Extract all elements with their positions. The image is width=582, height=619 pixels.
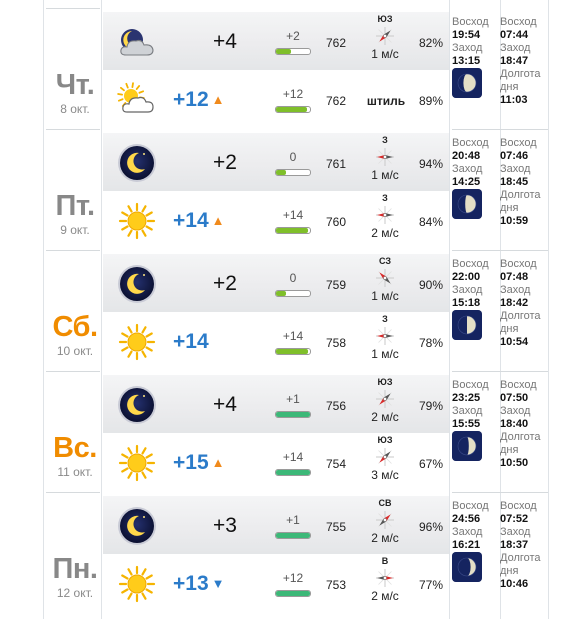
moon-column <box>500 258 548 349</box>
wind-block <box>360 314 410 361</box>
night-forecast-row <box>103 254 449 314</box>
moon-phase-icon <box>452 431 482 461</box>
pressure-value: 759 <box>325 278 347 292</box>
sunset-label: Заход <box>452 284 483 296</box>
wind-direction-icon <box>374 267 396 289</box>
wind-block <box>360 135 410 182</box>
humidity-value: 77% <box>418 578 443 592</box>
day-length-label: Долгота <box>500 189 541 201</box>
day-temperature <box>173 451 225 475</box>
moon-column <box>500 379 548 470</box>
trend-down-icon: ▼ <box>211 576 225 592</box>
feels-like-bar-fill <box>276 49 291 54</box>
night-forecast-row <box>103 12 449 72</box>
sun-icon <box>117 564 157 604</box>
humidity-value: 96% <box>418 520 443 534</box>
day-separator <box>46 492 100 493</box>
wind-block <box>360 14 410 61</box>
pressure-value: 754 <box>325 457 347 471</box>
temperature-value: +3 <box>213 514 237 537</box>
wind-direction: СЗ <box>378 256 392 266</box>
feels-like-bar-fill <box>276 412 310 417</box>
day-length-value: 10:46 <box>500 578 529 590</box>
day-length-label: Долгота <box>500 68 541 80</box>
wind-speed: 1 м/с <box>371 168 399 182</box>
moon-phase-icon <box>452 310 482 340</box>
sun-icon <box>117 322 157 362</box>
wind-direction: СВ <box>378 498 392 508</box>
pressure-value: 760 <box>325 215 347 229</box>
feels-like-value: +2 <box>286 29 300 43</box>
night-temperature <box>213 272 237 296</box>
day-name: Сб. <box>52 311 98 343</box>
wind-direction-icon <box>374 388 396 410</box>
feels-like-bar <box>275 227 311 234</box>
day-length-label: Долгота <box>500 552 541 564</box>
day-temperature <box>173 209 225 233</box>
wind-direction-icon <box>374 446 396 468</box>
pressure-value: 762 <box>325 94 347 108</box>
moon-phase-icon <box>452 189 482 219</box>
feels-like-value: 0 <box>289 271 297 285</box>
feels-like-block <box>275 572 311 597</box>
temperature-value: +15 <box>173 451 209 474</box>
day-length-label: Долгота <box>500 310 541 322</box>
moonrise-label: Восход <box>500 500 537 512</box>
trend-up-icon: ▲ <box>211 92 225 108</box>
feels-like-block <box>275 393 311 418</box>
day-forecast-row <box>103 312 449 372</box>
wind-direction-icon <box>374 509 396 531</box>
moonrise-label: Восход <box>500 258 537 270</box>
wind-speed: 2 м/с <box>371 226 399 240</box>
feels-like-bar-fill <box>276 470 310 475</box>
sunrise-label: Восход <box>452 500 489 512</box>
wind-block <box>360 435 410 482</box>
moonrise-label: Восход <box>500 16 537 28</box>
day-length-value: 10:50 <box>500 457 529 469</box>
wind-direction: ЮЗ <box>377 14 393 24</box>
night-temperature <box>213 393 237 417</box>
day-weather-icon-cell <box>117 322 157 362</box>
night-temperature <box>213 514 237 538</box>
feels-like-bar <box>275 169 311 176</box>
feels-like-block <box>275 88 311 113</box>
feels-like-bar-fill <box>276 591 310 596</box>
day-name: Вс. <box>53 432 97 464</box>
day-label <box>40 190 110 237</box>
moonset-label: Заход <box>500 405 531 417</box>
moonrise-time: 07:50 <box>500 392 529 404</box>
temperature-value: +12 <box>173 88 209 111</box>
day-weather-icon-cell <box>117 443 157 483</box>
astro-separator <box>452 371 548 372</box>
feels-like-value: +14 <box>282 208 304 222</box>
moonrise-time: 07:48 <box>500 271 529 283</box>
day-label <box>40 311 110 358</box>
feels-like-block <box>275 514 311 539</box>
wind-speed: 1 м/с <box>371 289 399 303</box>
pressure-value: 755 <box>325 520 347 534</box>
wind-direction: З <box>382 193 388 203</box>
trend-up-icon: ▲ <box>211 455 225 471</box>
day-length-label-2: дня <box>500 323 519 335</box>
wind-direction-icon <box>374 204 396 226</box>
partly-cloudy-icon <box>117 80 157 120</box>
column-divider <box>449 0 450 619</box>
night-weather-icon-cell <box>117 22 157 62</box>
night-forecast-row <box>103 496 449 556</box>
feels-like-value: +12 <box>282 571 304 585</box>
wind-speed: 2 м/с <box>371 531 399 545</box>
feels-like-bar <box>275 532 311 539</box>
day-weather-icon-cell <box>117 201 157 241</box>
sunrise-time: 19:54 <box>452 29 481 41</box>
sunset-label: Заход <box>452 42 483 54</box>
feels-like-value: +14 <box>282 329 304 343</box>
moonrise-time: 07:52 <box>500 513 529 525</box>
moonrise-label: Восход <box>500 137 537 149</box>
sunrise-time: 24:56 <box>452 513 481 525</box>
astro-separator <box>452 129 548 130</box>
night-temperature <box>213 151 237 175</box>
day-label <box>40 432 110 479</box>
sunrise-label: Восход <box>452 16 489 28</box>
moon-icon <box>117 385 157 425</box>
sunset-time: 16:21 <box>452 539 481 551</box>
moonset-time: 18:37 <box>500 539 529 551</box>
feels-like-bar <box>275 106 311 113</box>
moonset-label: Заход <box>500 42 531 54</box>
wind-speed: 2 м/с <box>371 589 399 603</box>
moonset-time: 18:40 <box>500 418 529 430</box>
feels-like-block <box>275 209 311 234</box>
humidity-value: 84% <box>418 215 443 229</box>
moon-icon <box>117 264 157 304</box>
day-date: 11 окт. <box>57 465 93 479</box>
feels-like-bar <box>275 348 311 355</box>
sunrise-time: 23:25 <box>452 392 481 404</box>
day-label <box>40 69 110 116</box>
humidity-value: 79% <box>418 399 443 413</box>
astro-separator <box>452 492 548 493</box>
feels-like-bar <box>275 469 311 476</box>
moon-icon <box>117 143 157 183</box>
wind-direction: З <box>382 135 388 145</box>
feels-like-bar-fill <box>276 533 310 538</box>
humidity-value: 82% <box>418 36 443 50</box>
moonrise-time: 07:44 <box>500 29 529 41</box>
feels-like-bar <box>275 590 311 597</box>
sunrise-time: 22:00 <box>452 271 481 283</box>
feels-like-value: +14 <box>282 450 304 464</box>
wind-block <box>360 256 410 303</box>
cloudy-night-icon <box>117 22 157 62</box>
wind-direction: ЮЗ <box>377 435 393 445</box>
night-weather-icon-cell <box>117 264 157 304</box>
temperature-value: +4 <box>213 30 237 53</box>
sunset-label: Заход <box>452 163 483 175</box>
feels-like-bar <box>275 411 311 418</box>
sunset-label: Заход <box>452 405 483 417</box>
day-length-value: 11:03 <box>500 94 528 106</box>
day-length-label-2: дня <box>500 444 519 456</box>
wind-direction-icon <box>374 146 396 168</box>
day-forecast-row <box>103 191 449 251</box>
feels-like-value: +1 <box>286 513 300 527</box>
day-weather-icon-cell <box>117 80 157 120</box>
humidity-value: 90% <box>418 278 443 292</box>
moon-phase-icon <box>452 552 482 582</box>
day-separator <box>46 371 100 372</box>
day-date: 8 окт. <box>60 102 90 116</box>
day-name: Пн. <box>52 553 98 585</box>
wind-speed: 1 м/с <box>371 347 399 361</box>
moonset-time: 18:45 <box>500 176 529 188</box>
humidity-value: 67% <box>418 457 443 471</box>
sunset-time: 15:55 <box>452 418 481 430</box>
wind-block <box>360 193 410 240</box>
moonset-label: Заход <box>500 526 531 538</box>
day-date: 10 окт. <box>56 344 94 358</box>
wind-speed: 1 м/с <box>371 47 399 61</box>
sunset-time: 14:25 <box>452 176 481 188</box>
pressure-value: 758 <box>325 336 347 350</box>
moonset-time: 18:47 <box>500 55 529 67</box>
feels-like-block <box>275 451 311 476</box>
humidity-value: 78% <box>418 336 443 350</box>
moon-phase-icon <box>452 68 482 98</box>
wind-direction: З <box>382 314 388 324</box>
feels-like-block <box>275 272 311 297</box>
day-length-label-2: дня <box>500 202 519 214</box>
day-temperature <box>173 88 225 112</box>
wind-speed: штиль <box>366 94 406 108</box>
temperature-value: +4 <box>213 393 237 416</box>
feels-like-block <box>275 30 311 55</box>
moon-column <box>500 500 548 591</box>
day-separator <box>46 8 100 9</box>
day-length-label-2: дня <box>500 81 519 93</box>
feels-like-value: +12 <box>282 87 304 101</box>
moonset-label: Заход <box>500 284 531 296</box>
feels-like-bar-fill <box>276 107 307 112</box>
pressure-value: 756 <box>325 399 347 413</box>
feels-like-bar <box>275 48 311 55</box>
day-label <box>40 553 110 600</box>
sunset-label: Заход <box>452 526 483 538</box>
moonrise-label: Восход <box>500 379 537 391</box>
day-forecast-row <box>103 433 449 493</box>
wind-direction: В <box>381 556 389 566</box>
feels-like-bar-fill <box>276 170 286 175</box>
temperature-value: +13 <box>173 572 209 595</box>
temperature-value: +2 <box>213 151 237 174</box>
wind-direction-icon <box>374 25 396 47</box>
moonrise-time: 07:46 <box>500 150 529 162</box>
feels-like-value: 0 <box>289 150 297 164</box>
day-length-value: 10:54 <box>500 336 529 348</box>
trend-up-icon: ▲ <box>211 213 225 229</box>
wind-block <box>360 377 410 424</box>
night-forecast-row <box>103 133 449 193</box>
humidity-value: 89% <box>418 94 443 108</box>
day-weather-icon-cell <box>117 564 157 604</box>
day-name: Чт. <box>55 69 95 101</box>
temperature-value: +14 <box>173 209 209 232</box>
moon-column <box>500 137 548 228</box>
sunset-time: 13:15 <box>452 55 481 67</box>
feels-like-bar-fill <box>276 291 286 296</box>
moon-column <box>500 16 548 107</box>
night-weather-icon-cell <box>117 143 157 183</box>
feels-like-block <box>275 151 311 176</box>
pressure-value: 753 <box>325 578 347 592</box>
night-forecast-row <box>103 375 449 435</box>
column-divider <box>548 0 549 619</box>
wind-speed: 3 м/с <box>371 468 399 482</box>
day-length-label-2: дня <box>500 565 519 577</box>
wind-direction: ЮЗ <box>377 377 393 387</box>
moon-icon <box>117 506 157 546</box>
night-temperature <box>213 30 237 54</box>
wind-direction-icon <box>374 567 396 589</box>
feels-like-value: +1 <box>286 392 300 406</box>
wind-block <box>360 498 410 545</box>
sunrise-label: Восход <box>452 258 489 270</box>
moonset-time: 18:42 <box>500 297 529 309</box>
sunrise-time: 20:48 <box>452 150 481 162</box>
temperature-value: +14 <box>173 330 209 353</box>
day-date: 9 окт. <box>60 223 90 237</box>
day-temperature <box>173 330 209 354</box>
day-date: 12 окт. <box>56 586 94 600</box>
day-forecast-row <box>103 70 449 130</box>
sunrise-label: Восход <box>452 137 489 149</box>
temperature-value: +2 <box>213 272 237 295</box>
night-weather-icon-cell <box>117 506 157 546</box>
wind-speed: 2 м/с <box>371 410 399 424</box>
day-forecast-row <box>103 554 449 614</box>
night-weather-icon-cell <box>117 385 157 425</box>
day-temperature <box>173 572 225 596</box>
pressure-value: 762 <box>325 36 347 50</box>
sunset-time: 15:18 <box>452 297 481 309</box>
sun-icon <box>117 443 157 483</box>
day-name: Пт. <box>55 190 95 222</box>
day-separator <box>46 250 100 251</box>
humidity-value: 94% <box>418 157 443 171</box>
feels-like-block <box>275 330 311 355</box>
moonset-label: Заход <box>500 163 531 175</box>
astro-separator <box>452 250 548 251</box>
feels-like-bar-fill <box>276 349 308 354</box>
feels-like-bar-fill <box>276 228 308 233</box>
feels-like-bar <box>275 290 311 297</box>
wind-direction-icon <box>374 325 396 347</box>
pressure-value: 761 <box>325 157 347 171</box>
day-separator <box>46 129 100 130</box>
sun-icon <box>117 201 157 241</box>
day-length-label: Долгота <box>500 431 541 443</box>
day-length-value: 10:59 <box>500 215 529 227</box>
wind-block <box>360 556 410 603</box>
sunrise-label: Восход <box>452 379 489 391</box>
